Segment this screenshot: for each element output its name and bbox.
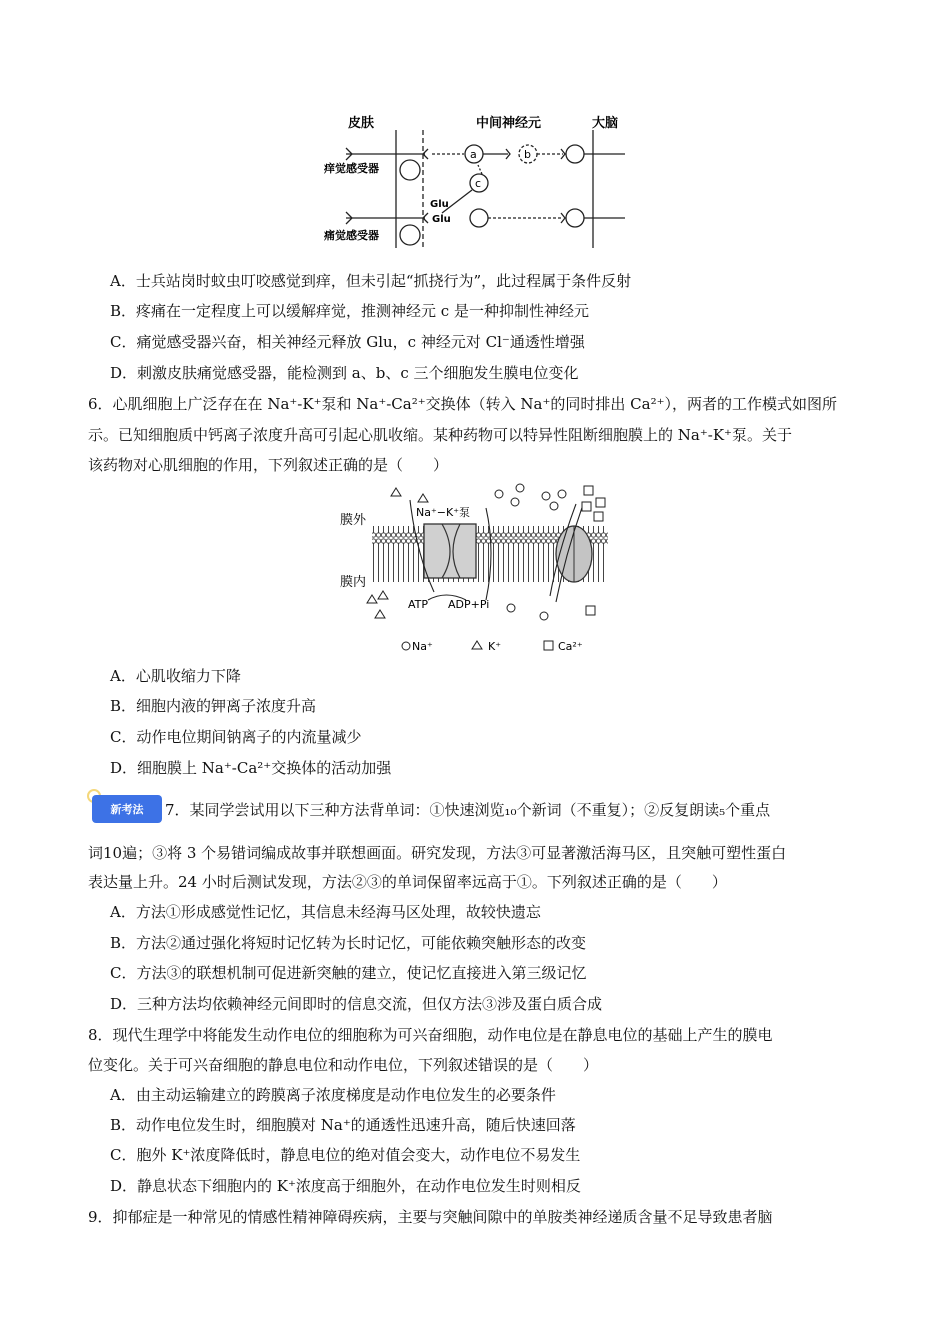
neuron-a-label: a <box>470 148 477 161</box>
q7-option-b: B．方法②通过强化将短时记忆转为长时记忆，可能依赖突触形态的改变 <box>110 934 587 952</box>
label-inside: 膜内 <box>340 575 367 590</box>
q6-option-c: C．动作电位期间钠离子的内流量减少 <box>110 728 362 746</box>
q9-stem-line-1: 9．抑郁症是一种常见的情感性精神障碍疾病，主要与突触间隙中的单胺类神经递质含量不足导致患者脑 <box>88 1208 773 1226</box>
q5-option-b: B．疼痛在一定程度上可以缓解痒觉，推测神经元 c 是一种抑制性神经元 <box>110 302 589 320</box>
na-ion <box>516 484 524 492</box>
brain-neuron-1 <box>566 145 584 163</box>
na-ion <box>495 490 503 498</box>
q8-stem-line-1: 8．现代生理学中将能发生动作电位的细胞称为可兴奋细胞，动作电位是在静息电位的基础上产生的膜电 <box>88 1026 773 1044</box>
q6-stem-line-2: 示。已知细胞质中钙离子浓度升高可引起心肌收缩。某种药物可以特异性阻断细胞膜上的 Na⁺-K⁺泵。关于 <box>88 426 792 444</box>
adp-label: ADP+Pi <box>448 598 490 611</box>
brain-neuron-2 <box>566 209 584 227</box>
legend-ca-marker <box>544 641 553 650</box>
k-ion <box>375 610 385 618</box>
label-itch-receptor: 痒觉感受器 <box>324 162 379 175</box>
q8-option-a: A．由主动运输建立的跨膜离子浓度梯度是动作电位发生的必要条件 <box>110 1086 556 1104</box>
q8-option-b: B．动作电位发生时，细胞膜对 Na⁺的通透性迅速升高，随后快速回落 <box>110 1116 576 1134</box>
legend-ca-label: Ca²⁺ <box>558 640 583 652</box>
q7-option-a: A．方法①形成感觉性记忆，其信息未经海马区处理，故较快遗忘 <box>110 903 541 921</box>
legend-k-marker <box>472 641 482 649</box>
neuron-c-label: c <box>475 177 482 190</box>
q7-stem-line-1: 7．某同学尝试用以下三种方法背单词：①快速浏览₁₀个新词（不重复）；②反复朗读₅个重点 <box>165 801 771 819</box>
q6-option-a: A．心肌收缩力下降 <box>110 667 241 685</box>
q8-stem-line-2: 位变化。关于可兴奋细胞的静息电位和动作电位，下列叙述错误的是（ ） <box>88 1056 599 1074</box>
ca-ion <box>594 512 603 521</box>
atp-label: ATP <box>408 598 429 611</box>
ca-ion <box>586 606 595 615</box>
k-ion <box>391 488 401 496</box>
new-method-badge: 新考法 <box>92 795 162 823</box>
pain-interneuron <box>470 209 488 227</box>
q8-option-c: C．胞外 K⁺浓度降低时，静息电位的绝对值会变大，动作电位不易发生 <box>110 1146 581 1164</box>
synapse-arrow <box>423 149 428 159</box>
pain-synapse <box>423 213 428 223</box>
k-ion <box>418 494 428 502</box>
pump-label: Na⁺−K⁺泵 <box>416 506 471 519</box>
q5-option-d: D．刺激皮肤痛觉感受器，能检测到 a、b、c 三个细胞发生膜电位变化 <box>110 364 579 382</box>
label-brain: 大脑 <box>592 116 619 131</box>
na-ion <box>511 498 519 506</box>
label-interneuron: 中间神经元 <box>476 116 542 131</box>
glu-label-2: Glu <box>432 214 451 225</box>
q5-option-c: C．痛觉感受器兴奋，相关神经元释放 Glu，c 神经元对 Cl⁻通透性增强 <box>110 333 585 351</box>
q7-option-d: D．三种方法均依赖神经元间即时的信息交流，但仅方法③涉及蛋白质合成 <box>110 995 603 1013</box>
ca-ion <box>582 502 591 511</box>
membrane-pump-figure <box>336 482 616 652</box>
q7-option-c: C．方法③的联想机制可促进新突触的建立，使记忆直接进入第三级记忆 <box>110 964 587 982</box>
na-ion <box>540 612 548 620</box>
q7-stem-line-2: 词10遍；③将 3 个易错词编成故事并联想画面。研究发现，方法③可显著激活海马区，且突触可塑性蛋白 <box>88 844 787 862</box>
legend-na-label: Na⁺ <box>412 640 433 652</box>
neural-circuit-figure <box>320 108 630 253</box>
na-ion <box>542 492 550 500</box>
glu-label-1: Glu <box>430 199 449 210</box>
neuron-b-label: b <box>524 148 531 161</box>
k-ion <box>367 595 377 603</box>
k-ion <box>378 591 388 599</box>
ca-ion <box>596 498 605 507</box>
na-ion <box>558 490 566 498</box>
q6-stem-line-1: 6．心肌细胞上广泛存在在 Na⁺-K⁺泵和 Na⁺-Ca²⁺交换体（转入 Na⁺的同时排出 Ca²⁺），两者的工作模式如图所 <box>88 395 838 413</box>
ca-ion <box>584 486 593 495</box>
legend-k-label: K⁺ <box>488 640 502 652</box>
na-ion <box>550 502 558 510</box>
pain-receptor-cell <box>400 225 420 245</box>
q6-option-b: B．细胞内液的钾离子浓度升高 <box>110 697 317 715</box>
q7-stem-line-3: 表达量上升。24 小时后测试发现，方法②③的单词保留率远高于①。下列叙述正确的是（ ） <box>88 873 727 891</box>
label-outside: 膜外 <box>340 513 367 528</box>
label-pain-receptor: 痛觉感受器 <box>324 229 379 242</box>
legend-na-marker <box>402 642 410 650</box>
q6-option-d: D．细胞膜上 Na⁺-Ca²⁺交换体的活动加强 <box>110 759 392 777</box>
q5-option-a: A．士兵站岗时蚊虫叮咬感觉到痒，但未引起“抓挠行为”，此过程属于条件反射 <box>110 272 632 290</box>
c-to-a <box>478 165 482 174</box>
q6-stem-line-3: 该药物对心肌细胞的作用，下列叙述正确的是（ ） <box>88 456 449 474</box>
na-ion <box>507 604 515 612</box>
q8-option-d: D．静息状态下细胞内的 K⁺浓度高于细胞外，在动作电位发生时则相反 <box>110 1177 581 1195</box>
label-skin: 皮肤 <box>348 116 375 131</box>
itch-receptor-cell <box>400 160 420 180</box>
